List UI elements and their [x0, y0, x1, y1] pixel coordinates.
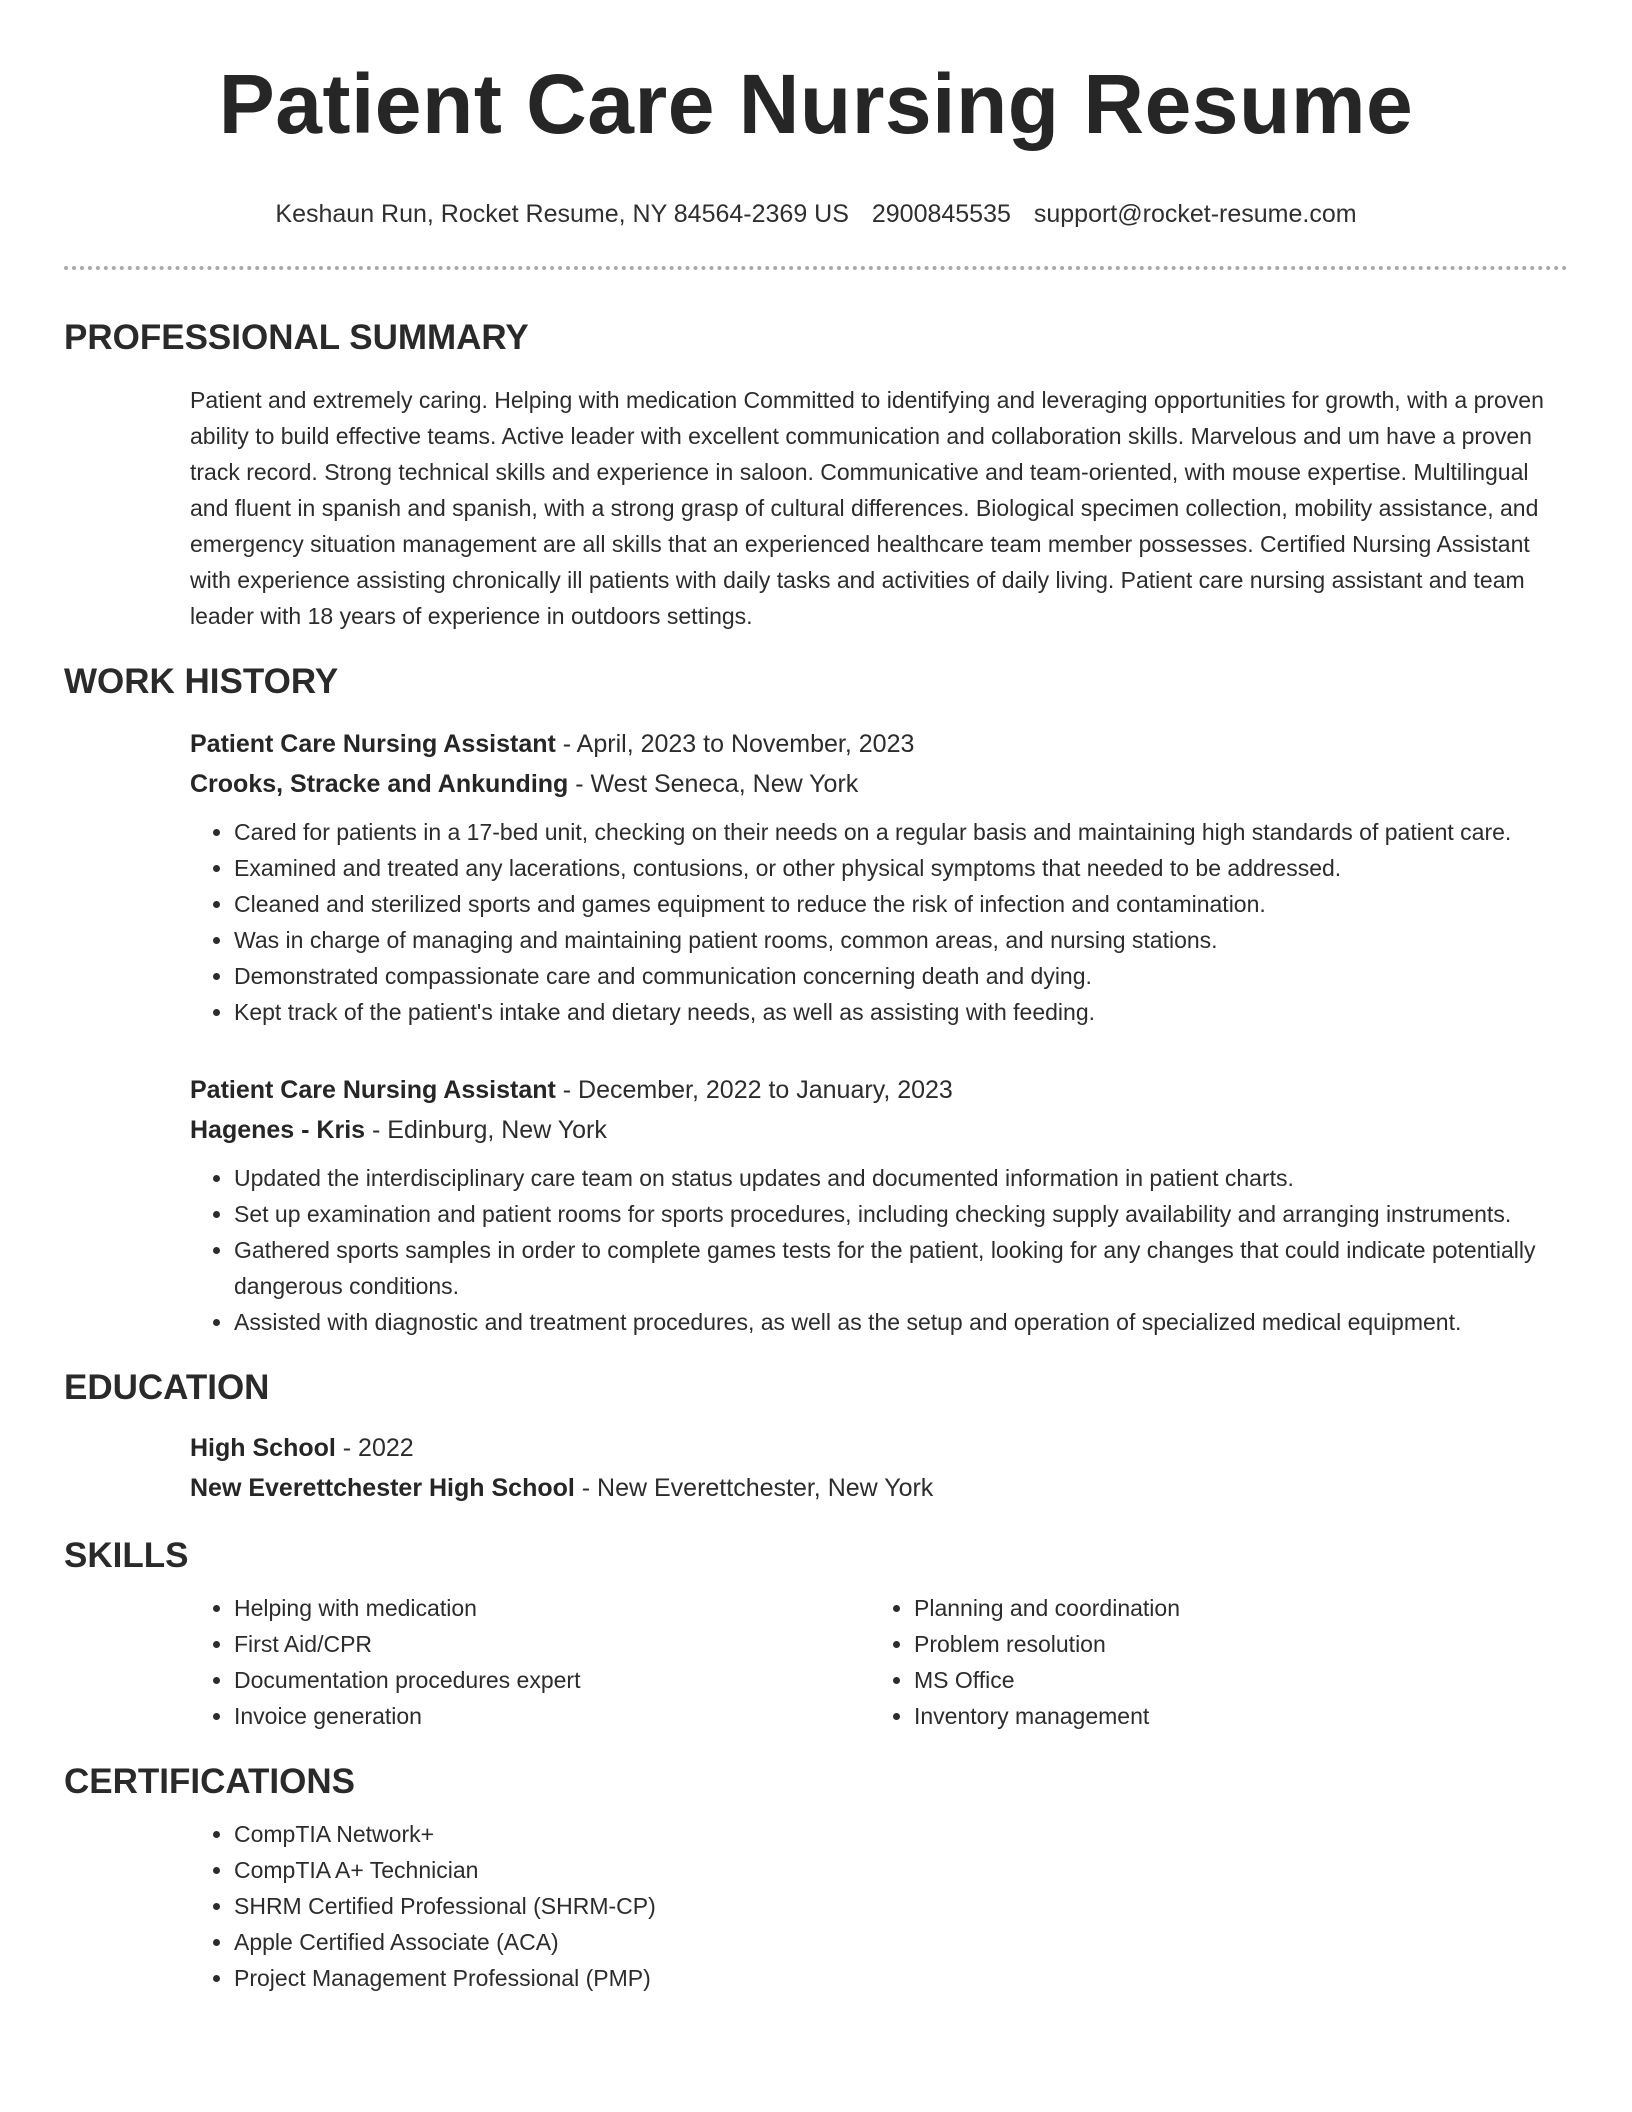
certification-item: • CompTIA A+ Technician	[234, 1852, 1568, 1888]
job-duty: • Kept track of the patient's intake and dietary needs, as well as assisting with feeding.	[234, 994, 1568, 1030]
certification-item: • Project Management Professional (PMP)	[234, 1960, 1568, 1996]
certification-item: • Apple Certified Associate (ACA)	[234, 1924, 1568, 1960]
job-duty: • Examined and treated any lacerations, contusions, or other physical symptoms that needed to be addressed.	[234, 850, 1568, 886]
job-company: Hagenes - Kris	[190, 1116, 366, 1144]
skill-item: • Problem resolution	[914, 1626, 1550, 1662]
job-duty: • Set up examination and patient rooms for sports procedures, including checking supply availability and arranging instruments.	[234, 1196, 1568, 1232]
header-divider	[64, 266, 1568, 270]
certifications-list	[190, 1816, 1568, 1996]
resume-header	[0, 0, 1632, 230]
skill-item: • Planning and coordination	[914, 1590, 1550, 1626]
job-role: Patient Care Nursing Assistant	[190, 1076, 556, 1104]
skills-column-left	[190, 1590, 870, 1734]
summary-heading: PROFESSIONAL SUMMARY	[64, 318, 529, 357]
education-entry	[190, 1428, 1568, 1508]
contact-email: support@rocket-resume.com	[1033, 200, 1357, 228]
skill-item: • Invoice generation	[234, 1698, 870, 1734]
certifications-block	[190, 1816, 1568, 1996]
skill-item: • First Aid/CPR	[234, 1626, 870, 1662]
job-company-line	[190, 1110, 1568, 1150]
education-school-line	[190, 1468, 1568, 1508]
skill-item: • Helping with medication	[234, 1590, 870, 1626]
job-duty: • Was in charge of managing and maintaining patient rooms, common areas, and nursing stations.	[234, 922, 1568, 958]
skill-item: • Documentation procedures expert	[234, 1662, 870, 1698]
education-degree-line	[190, 1428, 1568, 1468]
certifications-heading: CERTIFICATIONS	[64, 1762, 356, 1801]
job-duty: • Updated the interdisciplinary care team on status updates and documented information in patient charts.	[234, 1160, 1568, 1196]
contact-line	[0, 198, 1632, 230]
job-role-line	[190, 1070, 1568, 1110]
job-role-line	[190, 724, 1568, 764]
job-company: Crooks, Stracke and Ankunding	[190, 770, 569, 798]
certification-item: • SHRM Certified Professional (SHRM-CP)	[234, 1888, 1568, 1924]
certification-item: • CompTIA Network+	[234, 1816, 1568, 1852]
job-duty: • Assisted with diagnostic and treatment procedures, as well as the setup and operation of specialized medical equipment.	[234, 1304, 1568, 1340]
job-duty: • Demonstrated compassionate care and communication concerning death and dying.	[234, 958, 1568, 994]
job-duty: • Gathered sports samples in order to complete games tests for the patient, looking for any changes that could indicate potentially dangerous conditions.	[234, 1232, 1568, 1304]
job-dates: - April, 2023 to November, 2023	[555, 730, 915, 758]
contact-address: Keshaun Run, Rocket Resume, NY 84564-2369 US	[275, 200, 849, 228]
summary-text: Patient and extremely caring. Helping with medication Committed to identifying and leveraging opportunities for growth, with a proven ability to build effective teams. Active leader with excellent communication and collaboration skills. Marvelous and um have a proven track record. Strong technical skills and experience in saloon. Communicative and team-oriented, with mouse expertise. Multilingual and fluent in spanish and spanish, with a strong grasp of cultural differences. Biological specimen collection, mobility assistance, and emergency situation management are all skills that an experienced healthcare team member possesses. Certified Nursing Assistant with experience assisting chronically ill patients with daily tasks and activities of daily living. Patient care nursing assistant and team leader with 18 years of experience in outdoors settings.	[190, 387, 1544, 629]
job-entry	[190, 1070, 1568, 1340]
contact-phone: 2900845535	[871, 200, 1011, 228]
candidate-name: Patient Care Nursing Resume	[218, 57, 1414, 151]
job-role: Patient Care Nursing Assistant	[190, 730, 556, 758]
work-history-heading: WORK HISTORY	[64, 662, 339, 701]
skill-item: • Inventory management	[914, 1698, 1550, 1734]
job-entry	[190, 724, 1568, 1030]
education-location: - New Everettchester, New York	[574, 1474, 934, 1502]
job-duties-list	[190, 814, 1568, 1030]
job-location: - West Seneca, New York	[568, 770, 859, 798]
education-year: - 2022	[335, 1434, 414, 1462]
job-duty: • Cared for patients in a 17-bed unit, checking on their needs on a regular basis and maintaining high standards of patient care.	[234, 814, 1568, 850]
skills-heading: SKILLS	[64, 1536, 189, 1575]
job-duties-list	[190, 1160, 1568, 1340]
job-location: - Edinburg, New York	[365, 1116, 607, 1144]
education-school: New Everettchester High School	[190, 1474, 575, 1502]
skill-item: • MS Office	[914, 1662, 1550, 1698]
skills-column-right	[870, 1590, 1550, 1734]
job-duty: • Cleaned and sterilized sports and games equipment to reduce the risk of infection and contamination.	[234, 886, 1568, 922]
education-degree: High School	[190, 1434, 336, 1462]
job-company-line	[190, 764, 1568, 804]
job-dates: - December, 2022 to January, 2023	[555, 1076, 953, 1104]
education-heading: EDUCATION	[64, 1368, 270, 1407]
skills-grid	[190, 1590, 1568, 1734]
